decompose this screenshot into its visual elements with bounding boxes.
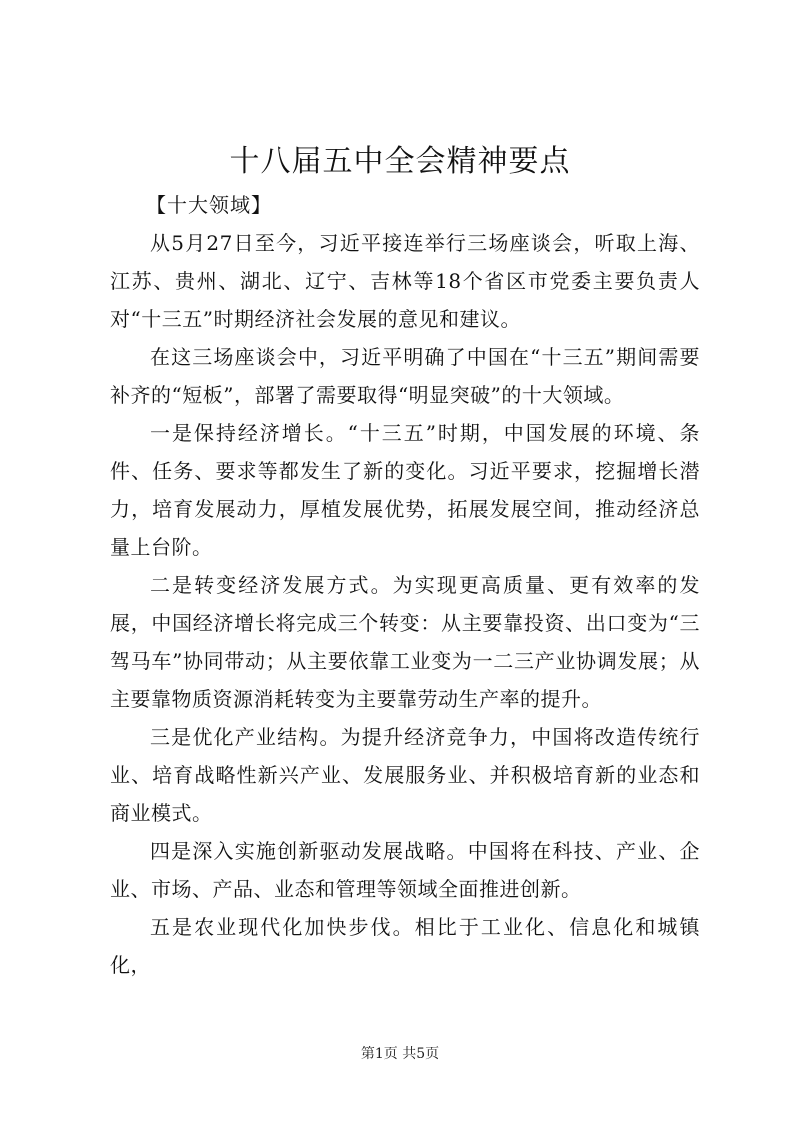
paragraph-overview: 在这三场座谈会中，习近平明确了中国在“十三五”期间需要补齐的“短板”，部署了需要取得“明显突破”的十大领域。 (110, 345, 700, 407)
paragraph-intro: 从5月27日至今，习近平接连举行三场座谈会，听取上海、江苏、贵州、湖北、辽宁、吉林等18个省区市党委主要负责人对“十三五”时期经济社会发展的意见和建议。 (110, 231, 700, 331)
paragraph-point-2: 二是转变经济发展方式。为实现更高质量、更有效率的发展，中国经济增长将完成三个转变：从主要靠投资、出口变为“三驾马车”协同带动；从主要依靠工业变为一二三产业协调发展；从主要靠物质资源消耗转变为主要靠劳动生产率的提升。 (110, 573, 700, 711)
paragraph-point-4: 四是深入实施创新驱动发展战略。中国将在科技、产业、企业、市场、产品、业态和管理等领域全面推进创新。 (110, 839, 700, 901)
paragraph-point-5: 五是农业现代化加快步伐。相比于工业化、信息化和城镇化， (110, 915, 700, 977)
document-title: 十八届五中全会精神要点 (229, 144, 571, 179)
page-footer: 第1页 共5页 (360, 1046, 440, 1062)
document-body (110, 186, 700, 984)
section-heading: 【十大领域】 (146, 193, 272, 217)
paragraph-point-3: 三是优化产业结构。为提升经济竞争力，中国将改造传统行业、培育战略性新兴产业、发展服务业、并积极培育新的业态和商业模式。 (110, 725, 700, 825)
paragraph-point-1: 一是保持经济增长。“十三五”时期，中国发展的环境、条件、任务、要求等都发生了新的变化。习近平要求，挖掘增长潜力，培育发展动力，厚植发展优势，拓展发展空间，推动经济总量上台阶。 (110, 421, 700, 559)
